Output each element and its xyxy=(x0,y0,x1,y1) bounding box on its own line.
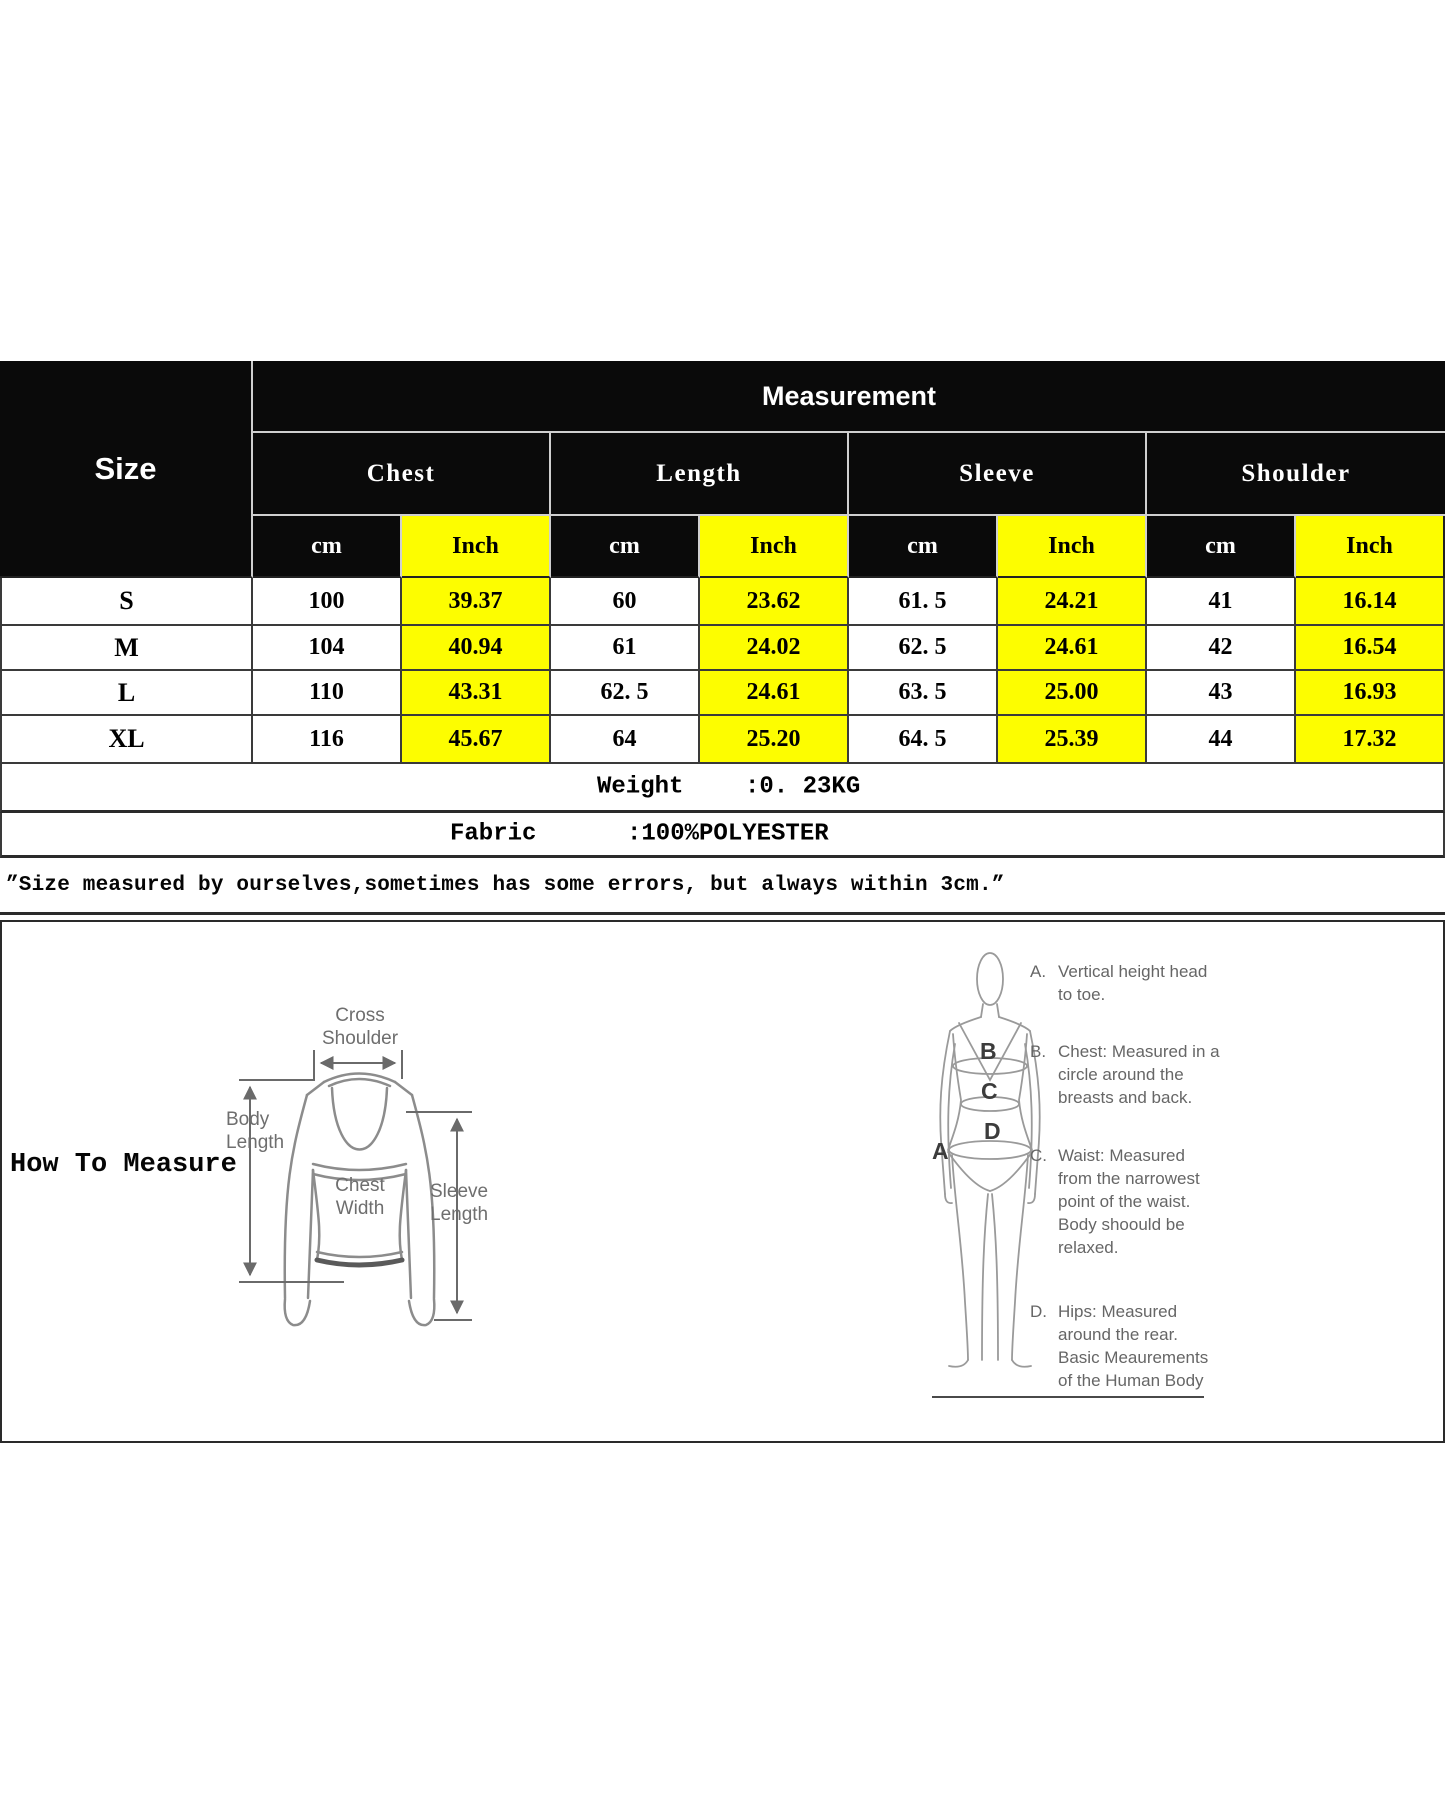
group-header-chest: Chest xyxy=(253,433,551,516)
figure-letter-c: C xyxy=(981,1078,998,1104)
value-cell-length-in: 25.20 xyxy=(700,716,849,764)
instruction-text: Vertical height head to toe. xyxy=(1058,962,1208,1004)
size-row-label: M xyxy=(0,626,253,671)
cross-shoulder-label: Cross Shoulder xyxy=(321,1005,399,1049)
value-cell-sleeve-cm: 63. 5 xyxy=(849,671,998,716)
value-cell-shoulder-cm: 41 xyxy=(1147,578,1296,626)
value-cell-shoulder-in: 16.14 xyxy=(1296,578,1445,626)
value-cell-length-cm: 60 xyxy=(551,578,700,626)
instruction-item xyxy=(1030,1300,1208,1392)
value-cell-chest-cm: 116 xyxy=(253,716,402,764)
fabric-label: Fabric xyxy=(450,820,537,848)
body-length-label: Body Length xyxy=(226,1109,285,1153)
measurement-instructions xyxy=(1030,922,1410,1441)
instruction-letter: C. xyxy=(1030,1146,1047,1165)
size-table xyxy=(0,361,1445,915)
how-to-measure-section xyxy=(0,920,1445,1443)
instruction-letter: A. xyxy=(1030,962,1047,981)
unit-header-inch: Inch xyxy=(700,516,849,578)
value-cell-sleeve-cm: 64. 5 xyxy=(849,716,998,764)
unit-header-inch: Inch xyxy=(1296,516,1445,578)
instruction-item xyxy=(1030,960,1207,1006)
unit-header-cm: cm xyxy=(551,516,700,578)
fabric-value: :100%POLYESTER xyxy=(627,820,829,848)
value-cell-length-in: 24.02 xyxy=(700,626,849,671)
instruction-text: Hips: Measured around the rear. Basic Meaurements of the Human Body xyxy=(1058,1302,1209,1390)
weight-label: Weight xyxy=(597,773,684,801)
value-cell-sleeve-in: 25.00 xyxy=(998,671,1147,716)
instruction-item xyxy=(1030,1040,1220,1109)
value-cell-length-in: 23.62 xyxy=(700,578,849,626)
value-cell-chest-cm: 100 xyxy=(253,578,402,626)
size-row-label: XL xyxy=(0,716,253,764)
value-cell-sleeve-cm: 62. 5 xyxy=(849,626,998,671)
value-cell-chest-in: 43.31 xyxy=(402,671,551,716)
fabric-row xyxy=(0,813,1445,858)
group-header-sleeve: Sleeve xyxy=(849,433,1147,516)
size-header-cell: Size xyxy=(0,361,253,578)
group-header-shoulder: Shoulder xyxy=(1147,433,1445,516)
weight-value: :0. 23KG xyxy=(745,773,861,801)
group-header-length: Length xyxy=(551,433,849,516)
value-cell-shoulder-cm: 42 xyxy=(1147,626,1296,671)
weight-row xyxy=(0,764,1445,813)
chest-width-label: Chest Width xyxy=(335,1175,385,1219)
figure-letter-a: A xyxy=(932,1138,949,1164)
instruction-letter: B. xyxy=(1030,1042,1047,1061)
figure-letter-d: D xyxy=(984,1118,1001,1144)
value-cell-sleeve-cm: 61. 5 xyxy=(849,578,998,626)
value-cell-shoulder-cm: 43 xyxy=(1147,671,1296,716)
unit-header-inch: Inch xyxy=(998,516,1147,578)
instruction-letter: D. xyxy=(1030,1302,1047,1321)
value-cell-chest-cm: 104 xyxy=(253,626,402,671)
unit-header-cm: cm xyxy=(253,516,402,578)
value-cell-length-in: 24.61 xyxy=(700,671,849,716)
instruction-item xyxy=(1030,1144,1200,1259)
value-cell-chest-in: 39.37 xyxy=(402,578,551,626)
value-cell-shoulder-in: 17.32 xyxy=(1296,716,1445,764)
instruction-text: Waist: Measured from the narrowest point of the waist. Body shoould be relaxed. xyxy=(1058,1146,1200,1257)
size-row-label: L xyxy=(0,671,253,716)
value-cell-length-cm: 64 xyxy=(551,716,700,764)
value-cell-length-cm: 62. 5 xyxy=(551,671,700,716)
measurement-header-cell: Measurement xyxy=(253,361,1445,433)
size-note: ”Size measured by ourselves,sometimes has some errors, but always within 3cm.” xyxy=(0,858,1445,915)
value-cell-chest-in: 45.67 xyxy=(402,716,551,764)
unit-header-inch: Inch xyxy=(402,516,551,578)
value-cell-shoulder-in: 16.54 xyxy=(1296,626,1445,671)
value-cell-sleeve-in: 25.39 xyxy=(998,716,1147,764)
unit-header-cm: cm xyxy=(1147,516,1296,578)
value-cell-sleeve-in: 24.61 xyxy=(998,626,1147,671)
instruction-text: Chest: Measured in a circle around the breasts and back. xyxy=(1058,1042,1220,1107)
value-cell-chest-in: 40.94 xyxy=(402,626,551,671)
sleeve-length-label: Sleeve Length xyxy=(430,1181,489,1225)
unit-header-cm: cm xyxy=(849,516,998,578)
value-cell-chest-cm: 110 xyxy=(253,671,402,716)
value-cell-shoulder-cm: 44 xyxy=(1147,716,1296,764)
figure-letter-b: B xyxy=(980,1038,997,1064)
body-figure-drawing xyxy=(940,953,1039,1367)
size-row-label: S xyxy=(0,578,253,626)
how-to-measure-title: How To Measure xyxy=(10,1150,237,1180)
instructions-underline xyxy=(932,1396,1204,1398)
value-cell-shoulder-in: 16.93 xyxy=(1296,671,1445,716)
value-cell-sleeve-in: 24.21 xyxy=(998,578,1147,626)
value-cell-length-cm: 61 xyxy=(551,626,700,671)
